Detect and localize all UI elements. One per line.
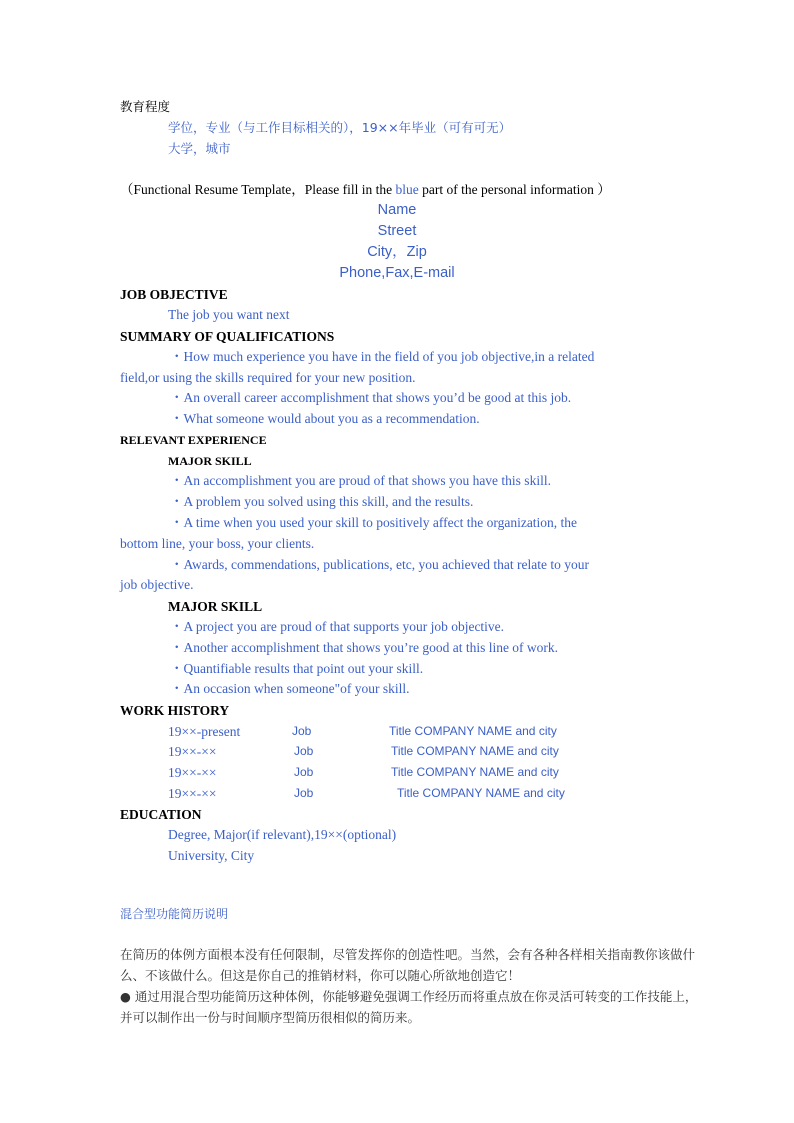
work-job: Job	[294, 765, 314, 779]
relevant-heading: RELEVANT EXPERIENCE	[120, 433, 267, 447]
skill1-bullet-4-cont: job objective.	[120, 577, 194, 592]
guide-p1-line2: 么、不该做什么。但这是你自己的推销材料，你可以随心所欲地创造它！	[120, 968, 521, 983]
job-objective-text: The job you want next	[168, 307, 290, 322]
skill1-bullet-4: ・Awards, commendations, publications, etc, you achieved that relate to your	[170, 557, 590, 572]
education-heading: EDUCATION	[120, 807, 202, 822]
skill2-title: MAJOR SKILL	[168, 599, 263, 614]
guide-p1-line1: 在简历的体例方面根本没有任何限制，尽管发挥你的创造性吧。当然，会有各种各样相关指南教你该做什	[120, 947, 696, 962]
skill1-bullet-1: ・An accomplishment you are proud of that shows you have this skill.	[170, 473, 551, 488]
intro-close: part of the personal information ）	[418, 182, 611, 197]
guide-title: 混合型功能简历说明	[120, 907, 229, 921]
skill1-title: MAJOR SKILL	[168, 454, 252, 468]
skill1-bullet-2: ・A problem you solved using this skill, and the results.	[170, 494, 474, 509]
skill2-bullet-3: ・Quantifiable results that point out your skill.	[170, 661, 424, 676]
edu-cn-heading: 教育程度	[120, 99, 171, 114]
work-history-heading: WORK HISTORY	[120, 703, 230, 718]
contact-name: Name	[377, 202, 417, 218]
intro-blue-word: blue	[395, 182, 419, 197]
education-line2: University, City	[168, 848, 255, 863]
intro-line	[120, 183, 611, 197]
work-history-row	[0, 787, 794, 803]
skill2-bullet-1: ・A project you are proud of that supports your job objective.	[170, 619, 505, 634]
contact-street: Street	[377, 223, 417, 239]
summary-bullet-2: ・An overall career accomplishment that shows you’d be good at this job.	[170, 390, 572, 405]
summary-heading: SUMMARY OF QUALIFICATIONS	[120, 329, 335, 344]
summary-bullet-3: ・What someone would about you as a recommendation.	[170, 411, 480, 426]
work-title: Title COMPANY NAME and city	[391, 765, 559, 779]
skill2-bullet-4: ・An occasion when someone"of your skill.	[170, 681, 410, 696]
work-date: 19××-××	[168, 765, 217, 780]
skill1-bullet-3: ・A time when you used your skill to positively affect the organization, the	[170, 515, 578, 530]
edu-cn-line2: 大学，城市	[168, 141, 231, 156]
work-date: 19××-××	[168, 786, 217, 801]
summary-bullet-1-cont: field,or using the skills required for your new position.	[120, 370, 416, 385]
intro-open: （Functional Resume Template，Please fill in the	[120, 182, 396, 197]
work-history-row	[0, 766, 794, 782]
skill2-bullet-2: ・Another accomplishment that shows you’re good at this line of work.	[170, 640, 559, 655]
summary-bullet-1: ・How much experience you have in the field of you job objective,in a related	[170, 349, 595, 364]
guide-p2-line2: 并可以制作出一份与时间顺序型简历很相似的简历来。	[120, 1010, 421, 1025]
contact-city-zip: City，Zip	[367, 244, 427, 260]
guide-p2-line1: ● 通过用混合型功能简历这种体例，你能够避免强调工作经历而将重点放在你灵活可转变的工作技能上，	[120, 989, 698, 1004]
work-job: Job	[294, 744, 314, 758]
work-date: 19××-××	[168, 744, 217, 759]
skill1-bullet-3-cont: bottom line, your boss, your clients.	[120, 536, 315, 551]
work-title: Title COMPANY NAME and city	[397, 786, 565, 800]
work-history-row	[0, 725, 794, 741]
work-history-row	[0, 745, 794, 761]
contact-phone: Phone,Fax,E-mail	[339, 265, 455, 281]
work-date: 19××-present	[168, 724, 241, 739]
work-title: Title COMPANY NAME and city	[389, 724, 557, 738]
work-title: Title COMPANY NAME and city	[391, 744, 559, 758]
job-objective-heading: JOB OBJECTIVE	[120, 287, 228, 302]
work-job: Job	[294, 786, 314, 800]
education-line1: Degree, Major(if relevant),19××(optional)	[168, 827, 397, 842]
work-job: Job	[292, 724, 312, 738]
edu-cn-line1: 学位，专业（与工作目标相关的），19××年毕业（可有可无）	[168, 120, 512, 135]
